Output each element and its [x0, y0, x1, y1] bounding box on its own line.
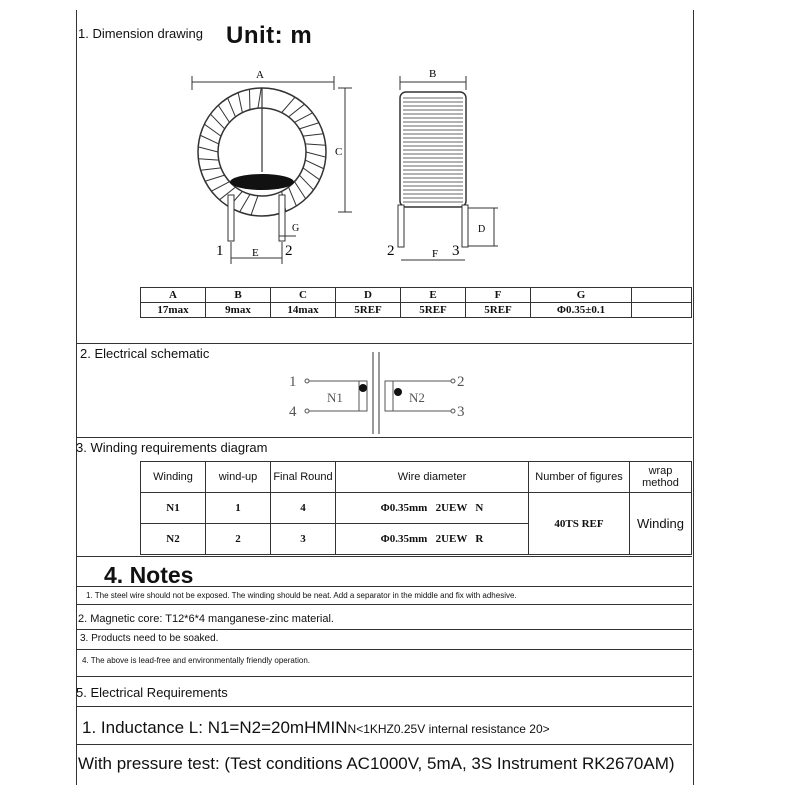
dim-header: A: [141, 288, 206, 303]
winding-turn: [299, 175, 313, 190]
wire-diameter-cell: Φ0.35mm 2UEW N: [336, 493, 529, 524]
wrap-method-cell: Winding: [630, 493, 692, 555]
dim-header: F: [466, 288, 531, 303]
inductance-line: [82, 718, 550, 738]
note-4: 4. The above is lead-free and environmentally friendly operation.: [82, 656, 310, 665]
pin-label-1: 1: [216, 243, 224, 259]
final-round-cell: 3: [271, 524, 336, 555]
divider: [76, 744, 692, 745]
dimension-value-row: [141, 303, 692, 318]
dim-value: 9max: [206, 303, 271, 318]
number-of-figures-cell: 40TS REF: [529, 493, 630, 555]
section-dimension-title: 1. Dimension drawing: [78, 26, 204, 41]
dim-value: 5REF: [401, 303, 466, 318]
divider: [76, 343, 692, 344]
windup-cell: 1: [206, 493, 271, 524]
dim-value: 14max: [271, 303, 336, 318]
divider: [76, 629, 692, 630]
winding-turn: [210, 114, 224, 129]
winding-turn: [200, 135, 219, 144]
winding-header: Final Round: [271, 462, 336, 493]
winding-turn: [295, 113, 313, 123]
divider: [76, 604, 692, 605]
winding-turn: [289, 104, 305, 117]
section-electrical-title: 2. Electrical schematic: [80, 346, 210, 361]
dimension-table: [140, 287, 692, 318]
dim-value: 5REF: [466, 303, 531, 318]
dim-header: E: [401, 288, 466, 303]
dim-label-g: G: [292, 223, 300, 234]
winding-turn: [258, 88, 261, 108]
dim-label-e: E: [252, 247, 259, 259]
pin-label-2b: 2: [387, 243, 395, 259]
dim-value: 17max: [141, 303, 206, 318]
dim-empty-cell: [632, 288, 692, 303]
schematic-pin-4: 4: [289, 404, 297, 420]
unit-label: Unit: m: [226, 22, 313, 49]
divider: [76, 706, 692, 707]
winding-turn: [289, 187, 297, 206]
dim-label-b: B: [429, 68, 437, 80]
winding-turn: [295, 182, 306, 199]
dim-value: 5REF: [336, 303, 401, 318]
winding-turn: [228, 98, 236, 117]
winding-turn: [240, 194, 250, 212]
winding-header: wind-up: [206, 462, 271, 493]
winding-turn: [306, 152, 326, 157]
schematic-pin-3: 3: [457, 404, 465, 420]
winding-turn: [238, 93, 242, 113]
dim-header: D: [336, 288, 401, 303]
dim-label-d: D: [478, 224, 486, 235]
winding-turn: [211, 182, 229, 192]
inductance-main: 1. Inductance L: N1=N2=20mHMIN: [82, 718, 348, 737]
final-round-cell: 4: [271, 493, 336, 524]
schematic-n2-label: N2: [409, 390, 425, 405]
winding-turn: [198, 147, 218, 152]
dim-label-a: A: [256, 69, 264, 81]
dim-value: Φ0.35±0.1: [531, 303, 632, 318]
winding-header: Wire diameter: [336, 462, 529, 493]
winding-cell: N2: [141, 524, 206, 555]
winding-turn: [251, 196, 258, 215]
divider: [76, 649, 692, 650]
winding-turn: [303, 134, 323, 136]
section-winding-title: 3. Winding requirements diagram: [76, 440, 268, 455]
winding-turn: [305, 160, 324, 169]
pressure-test-line: With pressure test: (Test conditions AC1000V, 5mA, 3S Instrument RK2670AM): [78, 754, 675, 773]
pin-label-2: 2: [285, 243, 293, 259]
dimension-drawing: [180, 60, 520, 270]
schematic-pin-1: 1: [289, 374, 297, 390]
divider: [76, 676, 692, 677]
note-2: 2. Magnetic core: T12*6*4 manganese-zinc material.: [78, 613, 334, 625]
notes-title: 4. Notes: [104, 562, 194, 588]
winding-table: [140, 461, 692, 555]
note-3: 3. Products need to be soaked.: [80, 633, 219, 644]
dim-label-f: F: [432, 248, 439, 260]
winding-turn: [282, 97, 295, 112]
dimension-header-row: [141, 288, 692, 303]
winding-turn: [201, 168, 221, 170]
schematic-n1-label: N1: [327, 390, 343, 405]
dim-label-c: C: [335, 146, 343, 158]
winding-header-row: [141, 462, 692, 493]
winding-row: [141, 493, 692, 524]
winding-turn: [204, 124, 221, 136]
windup-cell: 2: [206, 524, 271, 555]
winding-turn: [218, 105, 229, 122]
winding-header: Winding: [141, 462, 206, 493]
dim-header: C: [271, 288, 336, 303]
winding-header: wrap method: [630, 462, 692, 493]
winding-turn: [305, 144, 325, 145]
winding-cell: N1: [141, 493, 206, 524]
divider: [76, 556, 692, 557]
electrical-schematic: [285, 350, 475, 440]
inductance-tail: N<1KHZ0.25V internal resistance 20>: [347, 722, 550, 736]
winding-header: Number of figures: [529, 462, 630, 493]
winding-turn: [205, 175, 225, 181]
dim-header: G: [531, 288, 632, 303]
section-requirements-title: 5. Electrical Requirements: [76, 685, 228, 700]
winding-turn: [198, 159, 218, 160]
winding-turn: [303, 168, 320, 180]
note-1: 1. The steel wire should not be exposed. The winding should be neat. Add a separator in the middle and fix with adhesive.: [86, 591, 517, 600]
dim-empty-cell: [632, 303, 692, 318]
dim-header: B: [206, 288, 271, 303]
pin-label-3: 3: [452, 243, 460, 259]
winding-turn: [299, 123, 319, 129]
schematic-pin-2: 2: [457, 374, 465, 390]
wire-diameter-cell: Φ0.35mm 2UEW R: [336, 524, 529, 555]
